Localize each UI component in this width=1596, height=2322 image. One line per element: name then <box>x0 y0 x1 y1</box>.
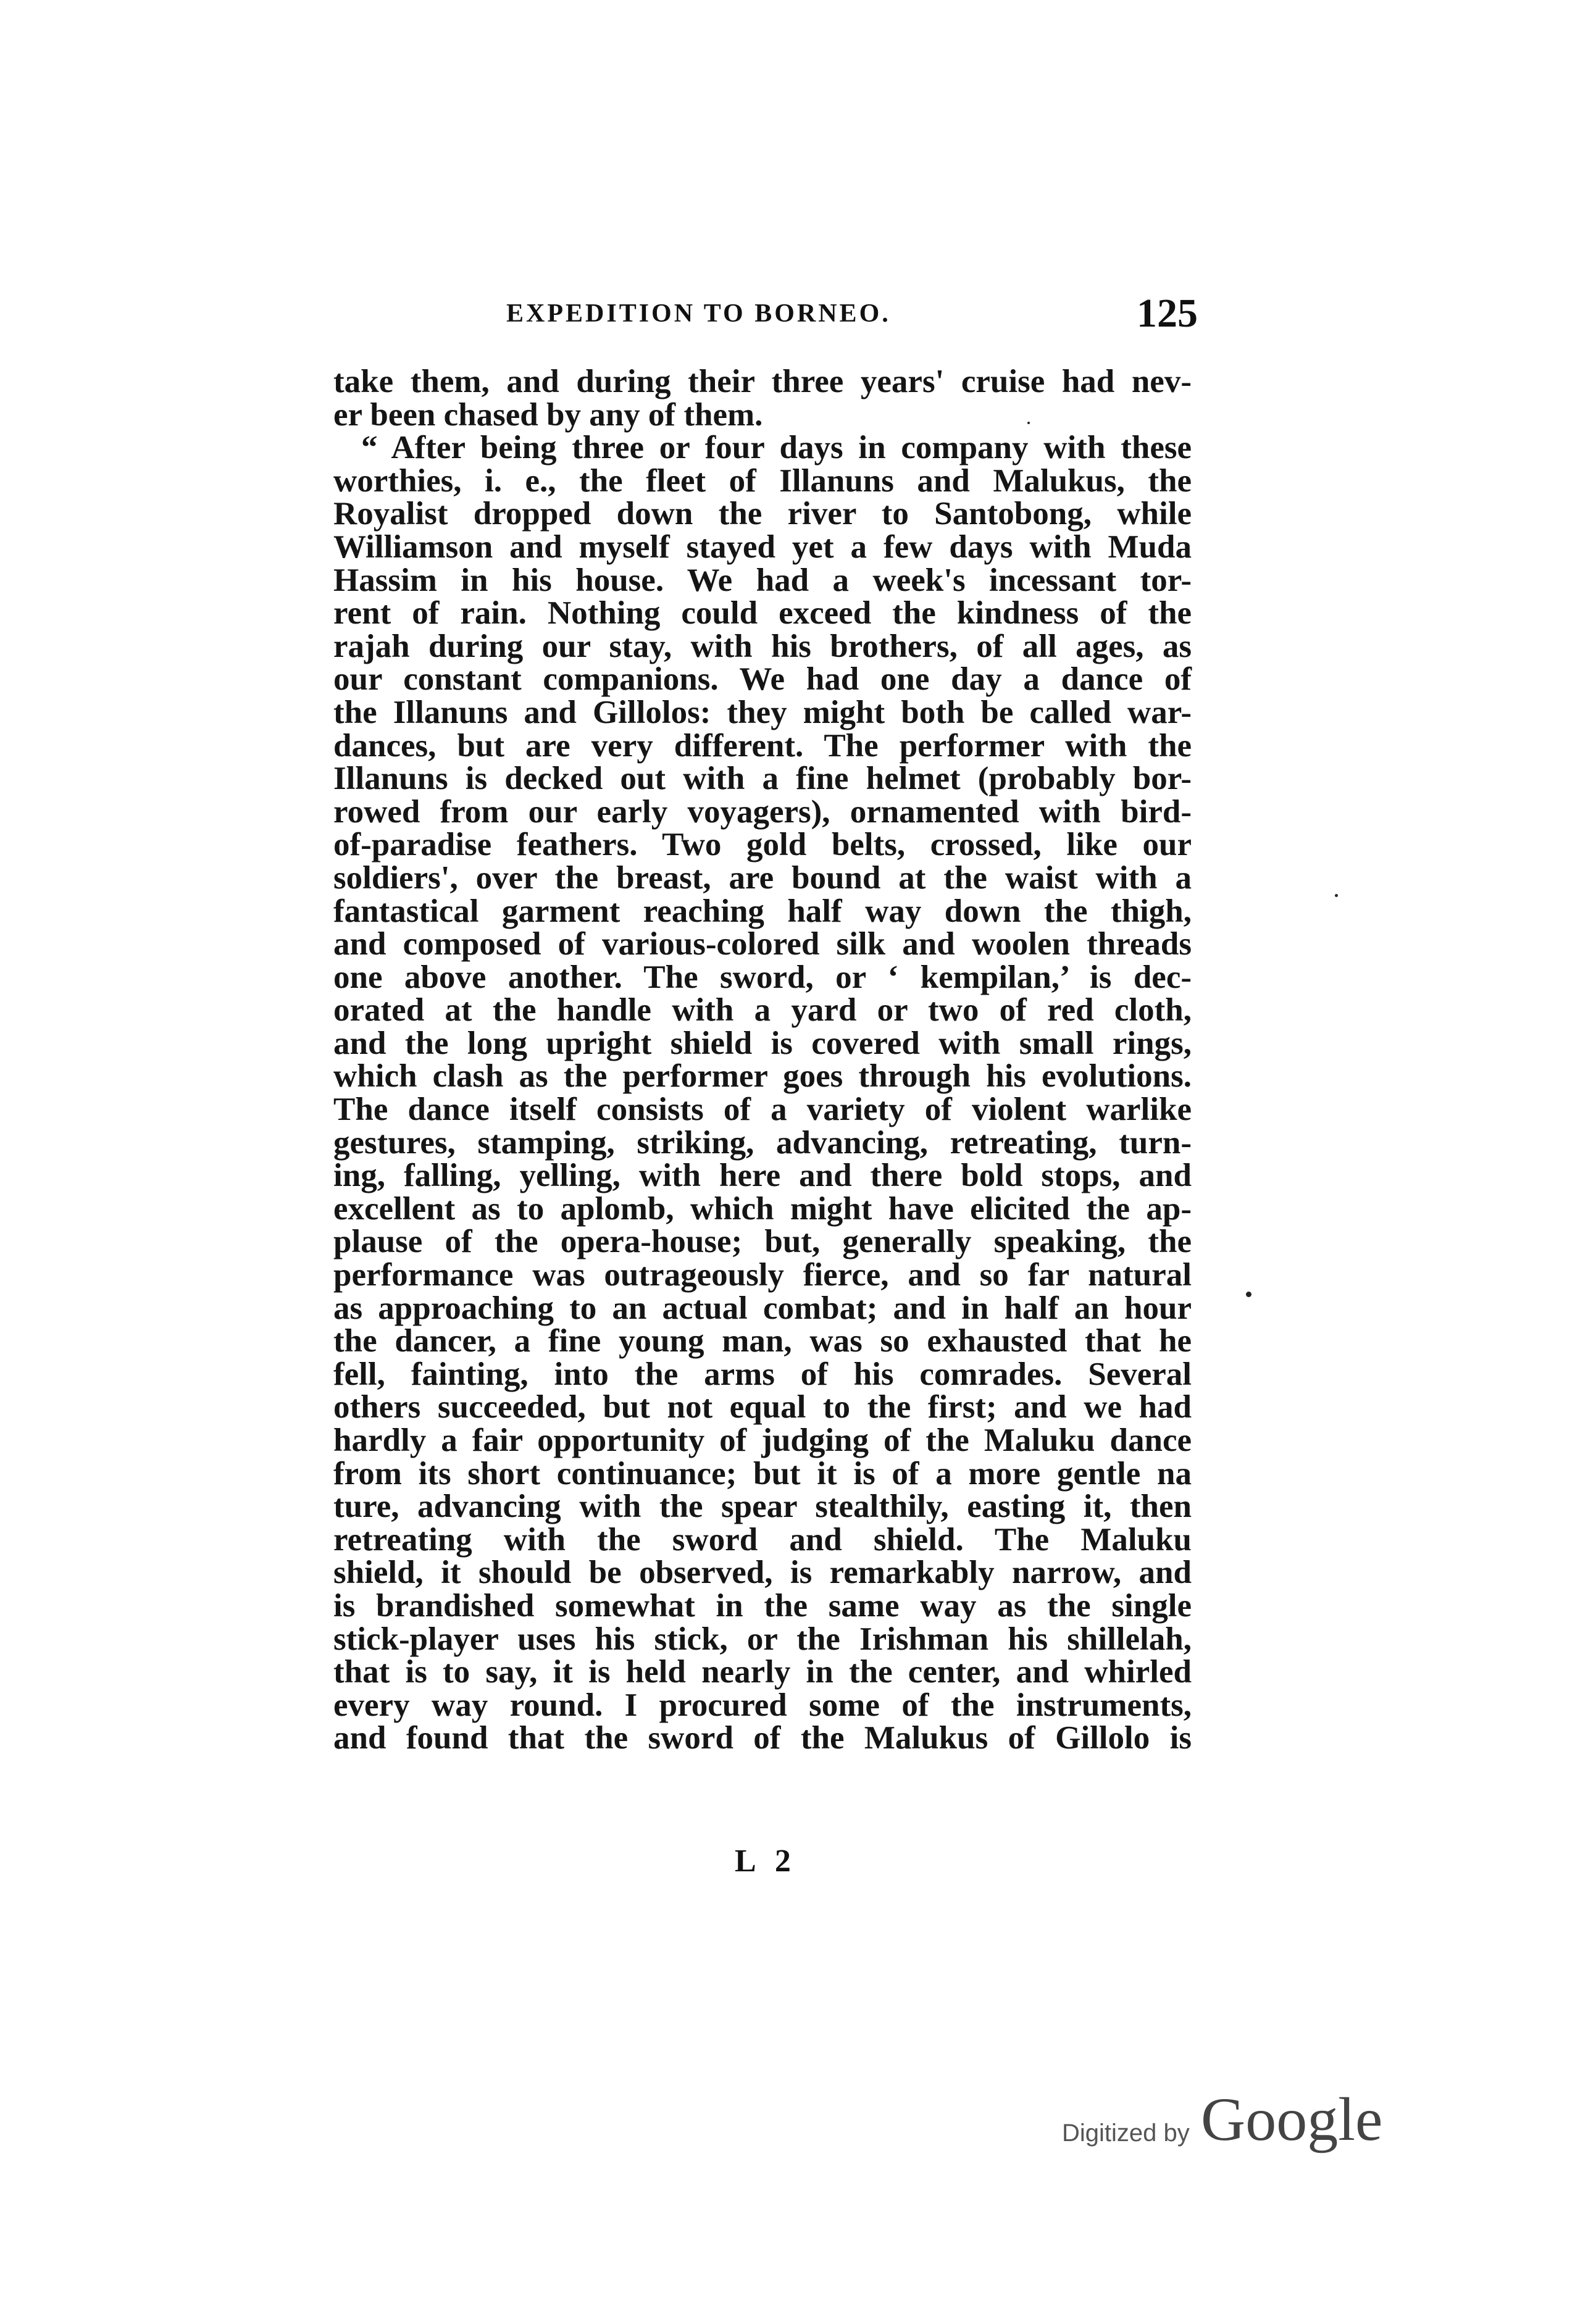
body-text <box>333 365 1192 1755</box>
scan-speck <box>1335 894 1338 897</box>
text-line: Hassim in his house. We had a week's incessant tor- <box>333 562 1192 598</box>
scan-speck <box>1246 1292 1251 1297</box>
text-line: and the long upright shield is covered with small rings, <box>333 1025 1192 1061</box>
text-line: orated at the handle with a yard or two of red cloth, <box>333 992 1192 1029</box>
digitized-watermark <box>1062 2084 1432 2158</box>
google-logo: Google <box>1201 2085 1383 2153</box>
text-line: of-paradise feathers. Two gold belts, crossed, like our <box>333 827 1192 863</box>
text-line: dances, but are very different. The performer with the <box>333 727 1192 764</box>
page-number: 125 <box>1137 291 1198 336</box>
text-line: rent of rain. Nothing could exceed the kindness of the <box>333 595 1192 632</box>
text-line: our constant companions. We had one day a dance of <box>333 661 1192 698</box>
text-line: Illanuns is decked out with a fine helmet (probably bor- <box>333 761 1192 797</box>
text-line: which clash as the performer goes through his evolutions. <box>333 1058 1192 1095</box>
text-line: excellent as to aplomb, which might have elicited the ap- <box>333 1190 1192 1227</box>
text-line: from its short continuance; but it is of a more gentle na <box>333 1455 1192 1492</box>
text-line: fantastical garment reaching half way down the thigh, <box>333 893 1192 929</box>
text-line: and composed of various-colored silk and woolen threads <box>333 926 1192 963</box>
text-line: shield, it should be observed, is remarkably narrow, and <box>333 1555 1192 1591</box>
text-line: rowed from our early voyagers), ornamented with bird- <box>333 793 1192 830</box>
text-line: plause of the opera-house; but, generally speaking, the <box>333 1224 1192 1260</box>
text-line: stick-player uses his stick, or the Irishman his shillelah, <box>333 1621 1192 1657</box>
text-line: er been chased by any of them. <box>333 396 763 433</box>
text-line: as approaching to an actual combat; and in half an hour <box>333 1290 1192 1326</box>
text-line: rajah during our stay, with his brothers, of all ages, as <box>333 628 1192 664</box>
text-line: ture, advancing with the spear stealthily, easting it, then <box>333 1489 1192 1525</box>
text-line: performance was outrageously fierce, and so far natural <box>333 1257 1192 1293</box>
text-line: fell, fainting, into the arms of his comrades. Several <box>333 1356 1192 1392</box>
text-line: and found that the sword of the Malukus of Gillolo is <box>333 1720 1192 1756</box>
text-line: the Illanuns and Gillolos: they might both be called war- <box>333 694 1192 730</box>
text-line: “ After being three or four days in company with these <box>361 430 1192 466</box>
scan-speck <box>1027 422 1030 424</box>
text-line: take them, and during their three years' cruise had nev- <box>333 364 1192 399</box>
text-line: worthies, i. e., the fleet of Illanuns and Malukus, the <box>333 462 1192 499</box>
running-title: EXPEDITION TO BORNEO. <box>506 299 891 328</box>
text-line: that is to say, it is held nearly in the center, and whirled <box>333 1654 1192 1690</box>
text-line: Williamson and myself stayed yet a few days with Muda <box>333 528 1192 565</box>
text-line: the dancer, a fine young man, was so exhausted that he <box>333 1323 1192 1359</box>
watermark-prefix: Digitized by <box>1062 2119 1190 2147</box>
text-line: is brandished somewhat in the same way as the single <box>333 1587 1192 1624</box>
text-line: ing, falling, yelling, with here and there bold stops, and <box>333 1158 1192 1194</box>
text-line: others succeeded, but not equal to the first; and we had <box>333 1389 1192 1426</box>
text-line: hardly a fair opportunity of judging of the Maluku dance <box>333 1422 1192 1458</box>
signature-mark: L 2 <box>735 1844 797 1879</box>
text-line: The dance itself consists of a variety of violent warlike <box>333 1092 1192 1128</box>
text-line: one above another. The sword, or ‘ kempilan,’ is dec- <box>333 959 1192 995</box>
text-line: gestures, stamping, striking, advancing, retreating, turn- <box>333 1124 1192 1161</box>
text-line: every way round. I procured some of the instruments, <box>333 1687 1192 1723</box>
text-line: soldiers', over the breast, are bound at the waist with a <box>333 859 1192 896</box>
running-head <box>506 290 1198 346</box>
text-line: Royalist dropped down the river to Santobong, while <box>333 496 1192 532</box>
text-line: retreating with the sword and shield. The Maluku <box>333 1521 1192 1558</box>
